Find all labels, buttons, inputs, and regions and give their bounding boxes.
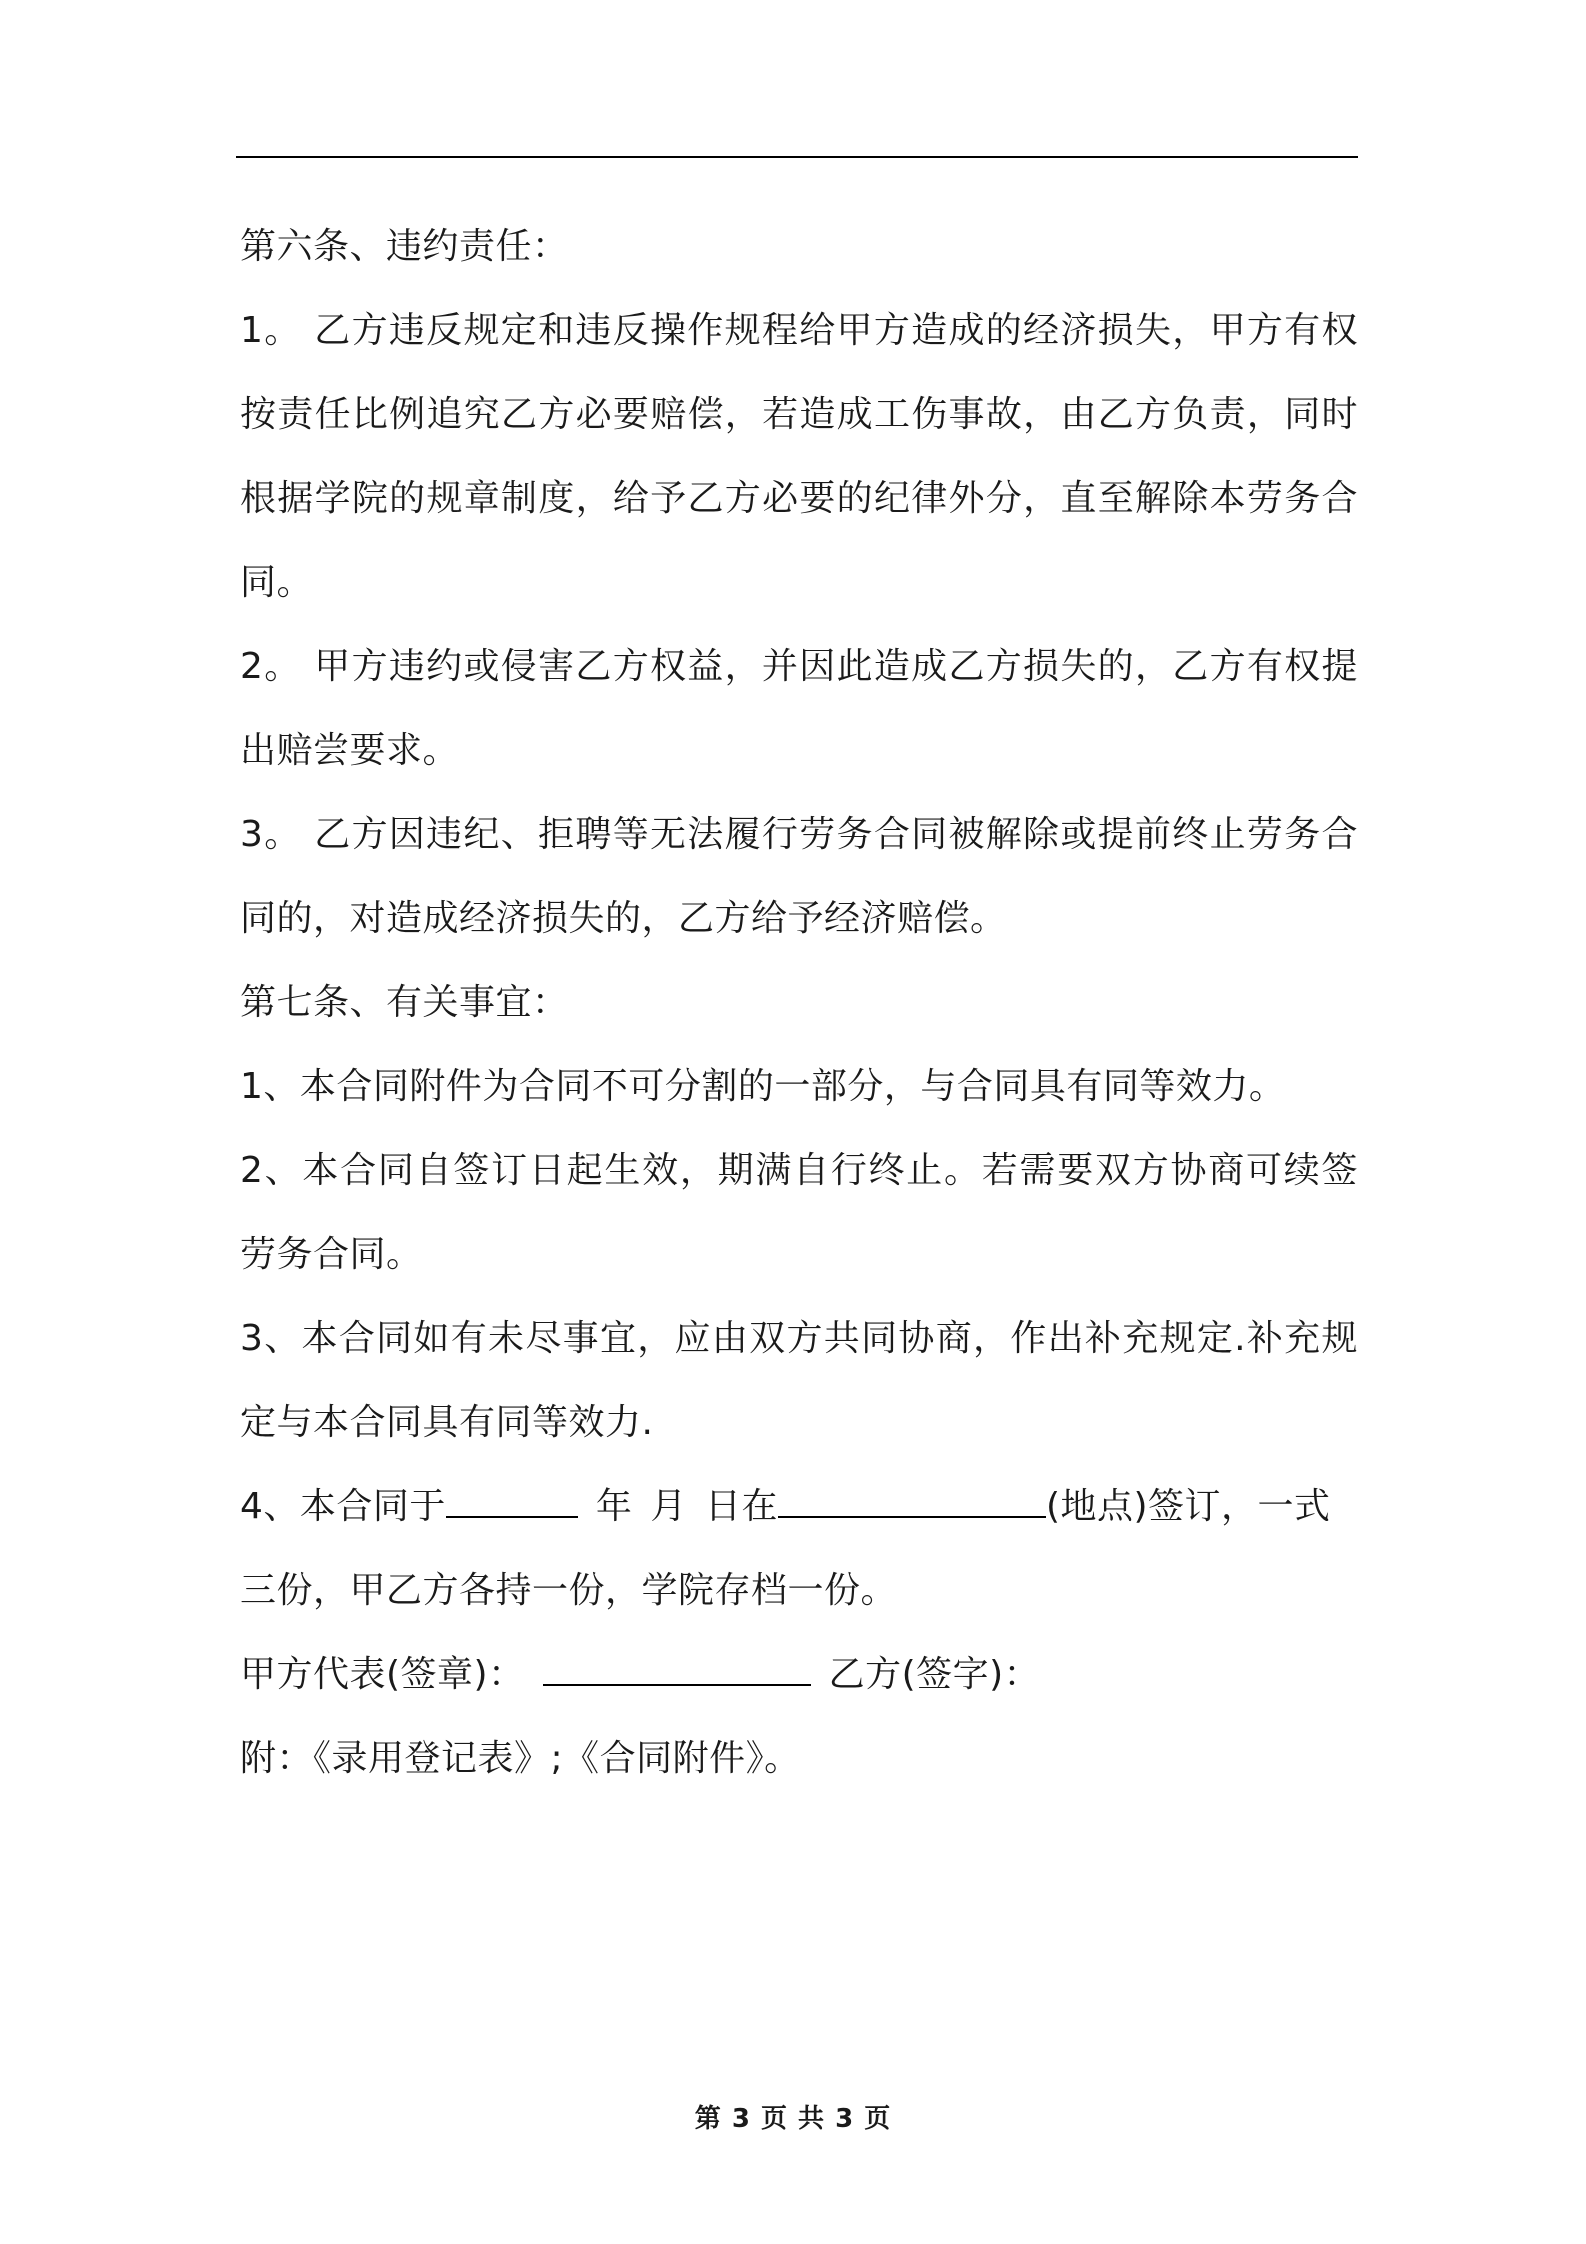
article6-item1-line4: 同。 <box>240 562 314 603</box>
article6-item2-line1: 2。 甲方违约或侵害乙方权益，并因此造成乙方损失的，乙方有权提 <box>240 646 1358 687</box>
article6-item1-line3: 根据学院的规章制度，给予乙方必要的纪律外分，直至解除本劳务合 <box>240 478 1358 519</box>
article6-item3-line1: 3。 乙方因违纪、拒聘等无法履行劳务合同被解除或提前终止劳务合 <box>240 814 1358 855</box>
article7-item4-line2: 三份，甲乙方各持一份，学院存档一份。 <box>240 1570 898 1611</box>
item4-prefix: 4、本合同于 <box>240 1486 446 1527</box>
article6-item3-line2: 同的，对造成经济损失的，乙方给予经济赔偿。 <box>240 898 1007 939</box>
article6-item1-line2: 按责任比例追究乙方必要赔偿，若造成工伤事故，由乙方负责，同时 <box>240 394 1358 435</box>
article6-heading: 第六条、违约责任： <box>240 226 569 267</box>
article6-item1-line1: 1。 乙方违反规定和违反操作规程给甲方造成的经济损失，甲方有权 <box>240 310 1358 351</box>
party-b-label: 乙方(签字)： <box>828 1654 1041 1695</box>
article7-item3-line1: 3、本合同如有未尽事宜，应由双方共同协商，作出补充规定.补充规 <box>240 1318 1358 1359</box>
party-a-signature-blank <box>543 1654 811 1686</box>
header-rule <box>236 156 1358 158</box>
signature-line <box>240 1633 1358 1717</box>
article7-item2-line1: 2、本合同自签订日起生效，期满自行终止。若需要双方协商可续签 <box>240 1150 1358 1191</box>
item4-year: 年 <box>595 1486 633 1527</box>
article6-item2-line2: 出赔尝要求。 <box>240 730 460 771</box>
party-a-label: 甲方代表(签章)： <box>240 1654 525 1695</box>
attachment-line: 附：《录用登记表》;《合同附件》。 <box>240 1738 801 1779</box>
document-body <box>240 205 1358 1801</box>
article7-item2-line2: 劳务合同。 <box>240 1234 423 1275</box>
article7-item4-line1 <box>240 1465 1358 1549</box>
article7-item3-line2: 定与本合同具有同等效力. <box>240 1402 654 1443</box>
item4-suffix: (地点)签订，一式 <box>1045 1486 1331 1527</box>
page-footer: 第 3 页 共 3 页 <box>694 2104 892 2134</box>
place-blank <box>778 1486 1046 1518</box>
item4-month: 月 <box>650 1486 687 1527</box>
date-blank <box>446 1486 578 1518</box>
item4-day: 日在 <box>704 1486 778 1527</box>
article7-item1: 1、本合同附件为合同不可分割的一部分，与合同具有同等效力。 <box>240 1066 1286 1107</box>
article7-heading: 第七条、有关事宜： <box>240 982 569 1023</box>
